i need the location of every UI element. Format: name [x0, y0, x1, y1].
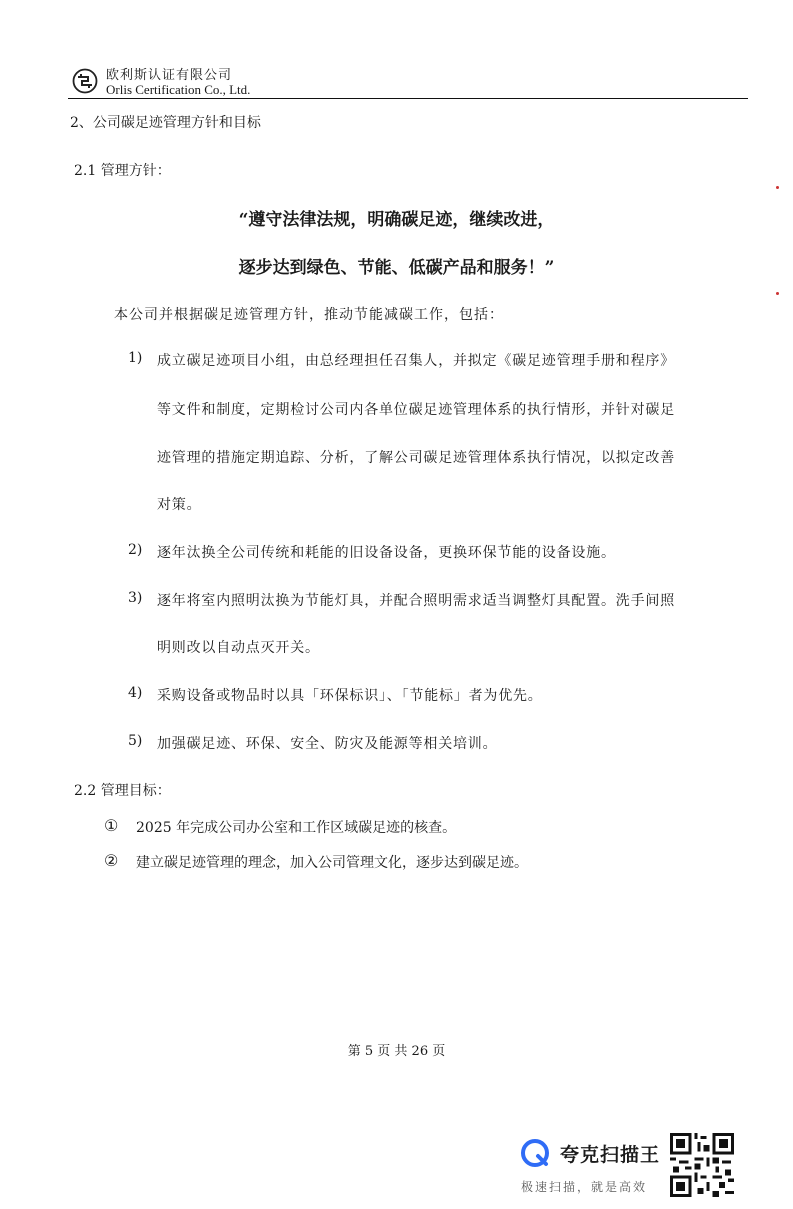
goal-marker: ① [104, 816, 119, 835]
scanner-logo-icon [520, 1138, 550, 1168]
qr-code-icon [670, 1133, 734, 1197]
list-item-line: 逐年汰换全公司传统和耗能的旧设备设备，更换环保节能的设备设施。 [157, 545, 616, 561]
goals-heading: 2.2 管理目标： [74, 783, 171, 799]
policy-heading: 2.1 管理方针： [74, 163, 171, 179]
company-name-cn: 欧利斯认证有限公司 [106, 68, 233, 83]
list-item-line: 对策。 [157, 497, 202, 513]
policy-intro: 本公司并根据碳足迹管理方针，推动节能减碳工作，包括： [114, 307, 504, 323]
scan-mark [776, 292, 779, 295]
company-name-en: Orlis Certification Co., Ltd. [106, 82, 251, 97]
page-number: 第 5 页 共 26 页 [347, 1044, 446, 1059]
list-item-line: 加强碳足迹、环保、安全、防灾及能源等相关培训。 [157, 736, 498, 752]
policy-quote-line-2: 逐步达到绿色、节能、低碳产品和服务！” [238, 258, 555, 278]
list-item-number: 4) [128, 685, 143, 701]
header-divider [68, 98, 748, 99]
list-item-line: 采购设备或物品时以具「环保标识」、「节能标」者为优先。 [157, 688, 543, 704]
list-item-number: 2) [128, 542, 143, 558]
scan-mark [776, 186, 779, 189]
policy-quote-line-1: “遵守法律法规，明确碳足迹，继续改进， [238, 210, 555, 230]
list-item-line: 成立碳足迹项目小组，由总经理担任召集人，并拟定《碳足迹管理手册和程序》 [157, 353, 675, 369]
goal-marker: ② [104, 851, 119, 870]
goal-text: 2025 年完成公司办公室和工作区域碳足迹的核查。 [136, 820, 457, 836]
goal-text: 建立碳足迹管理的理念，加入公司管理文化，逐步达到碳足迹。 [136, 855, 528, 871]
list-item-line: 逐年将室内照明汰换为节能灯具，并配合照明需求适当调整灯具配置。洗手间照 [157, 593, 675, 609]
list-item-line: 等文件和制度，定期检讨公司内各单位碳足迹管理体系的执行情形，并针对碳足 [157, 402, 675, 418]
section-title: 2、公司碳足迹管理方针和目标 [70, 115, 261, 131]
scanner-app-name: 夸克扫描王 [560, 1144, 661, 1166]
scanner-slogan: 极速扫描，就是高效 [521, 1180, 648, 1194]
company-logo-icon [72, 68, 98, 94]
list-item-number: 3) [128, 590, 143, 606]
list-item-line: 迹管理的措施定期追踪、分析，了解公司碳足迹管理体系执行情况，以拟定改善 [157, 450, 675, 466]
list-item-number: 1) [128, 350, 143, 366]
list-item-line: 明则改以自动点灭开关。 [157, 640, 320, 656]
list-item-number: 5) [128, 733, 143, 749]
